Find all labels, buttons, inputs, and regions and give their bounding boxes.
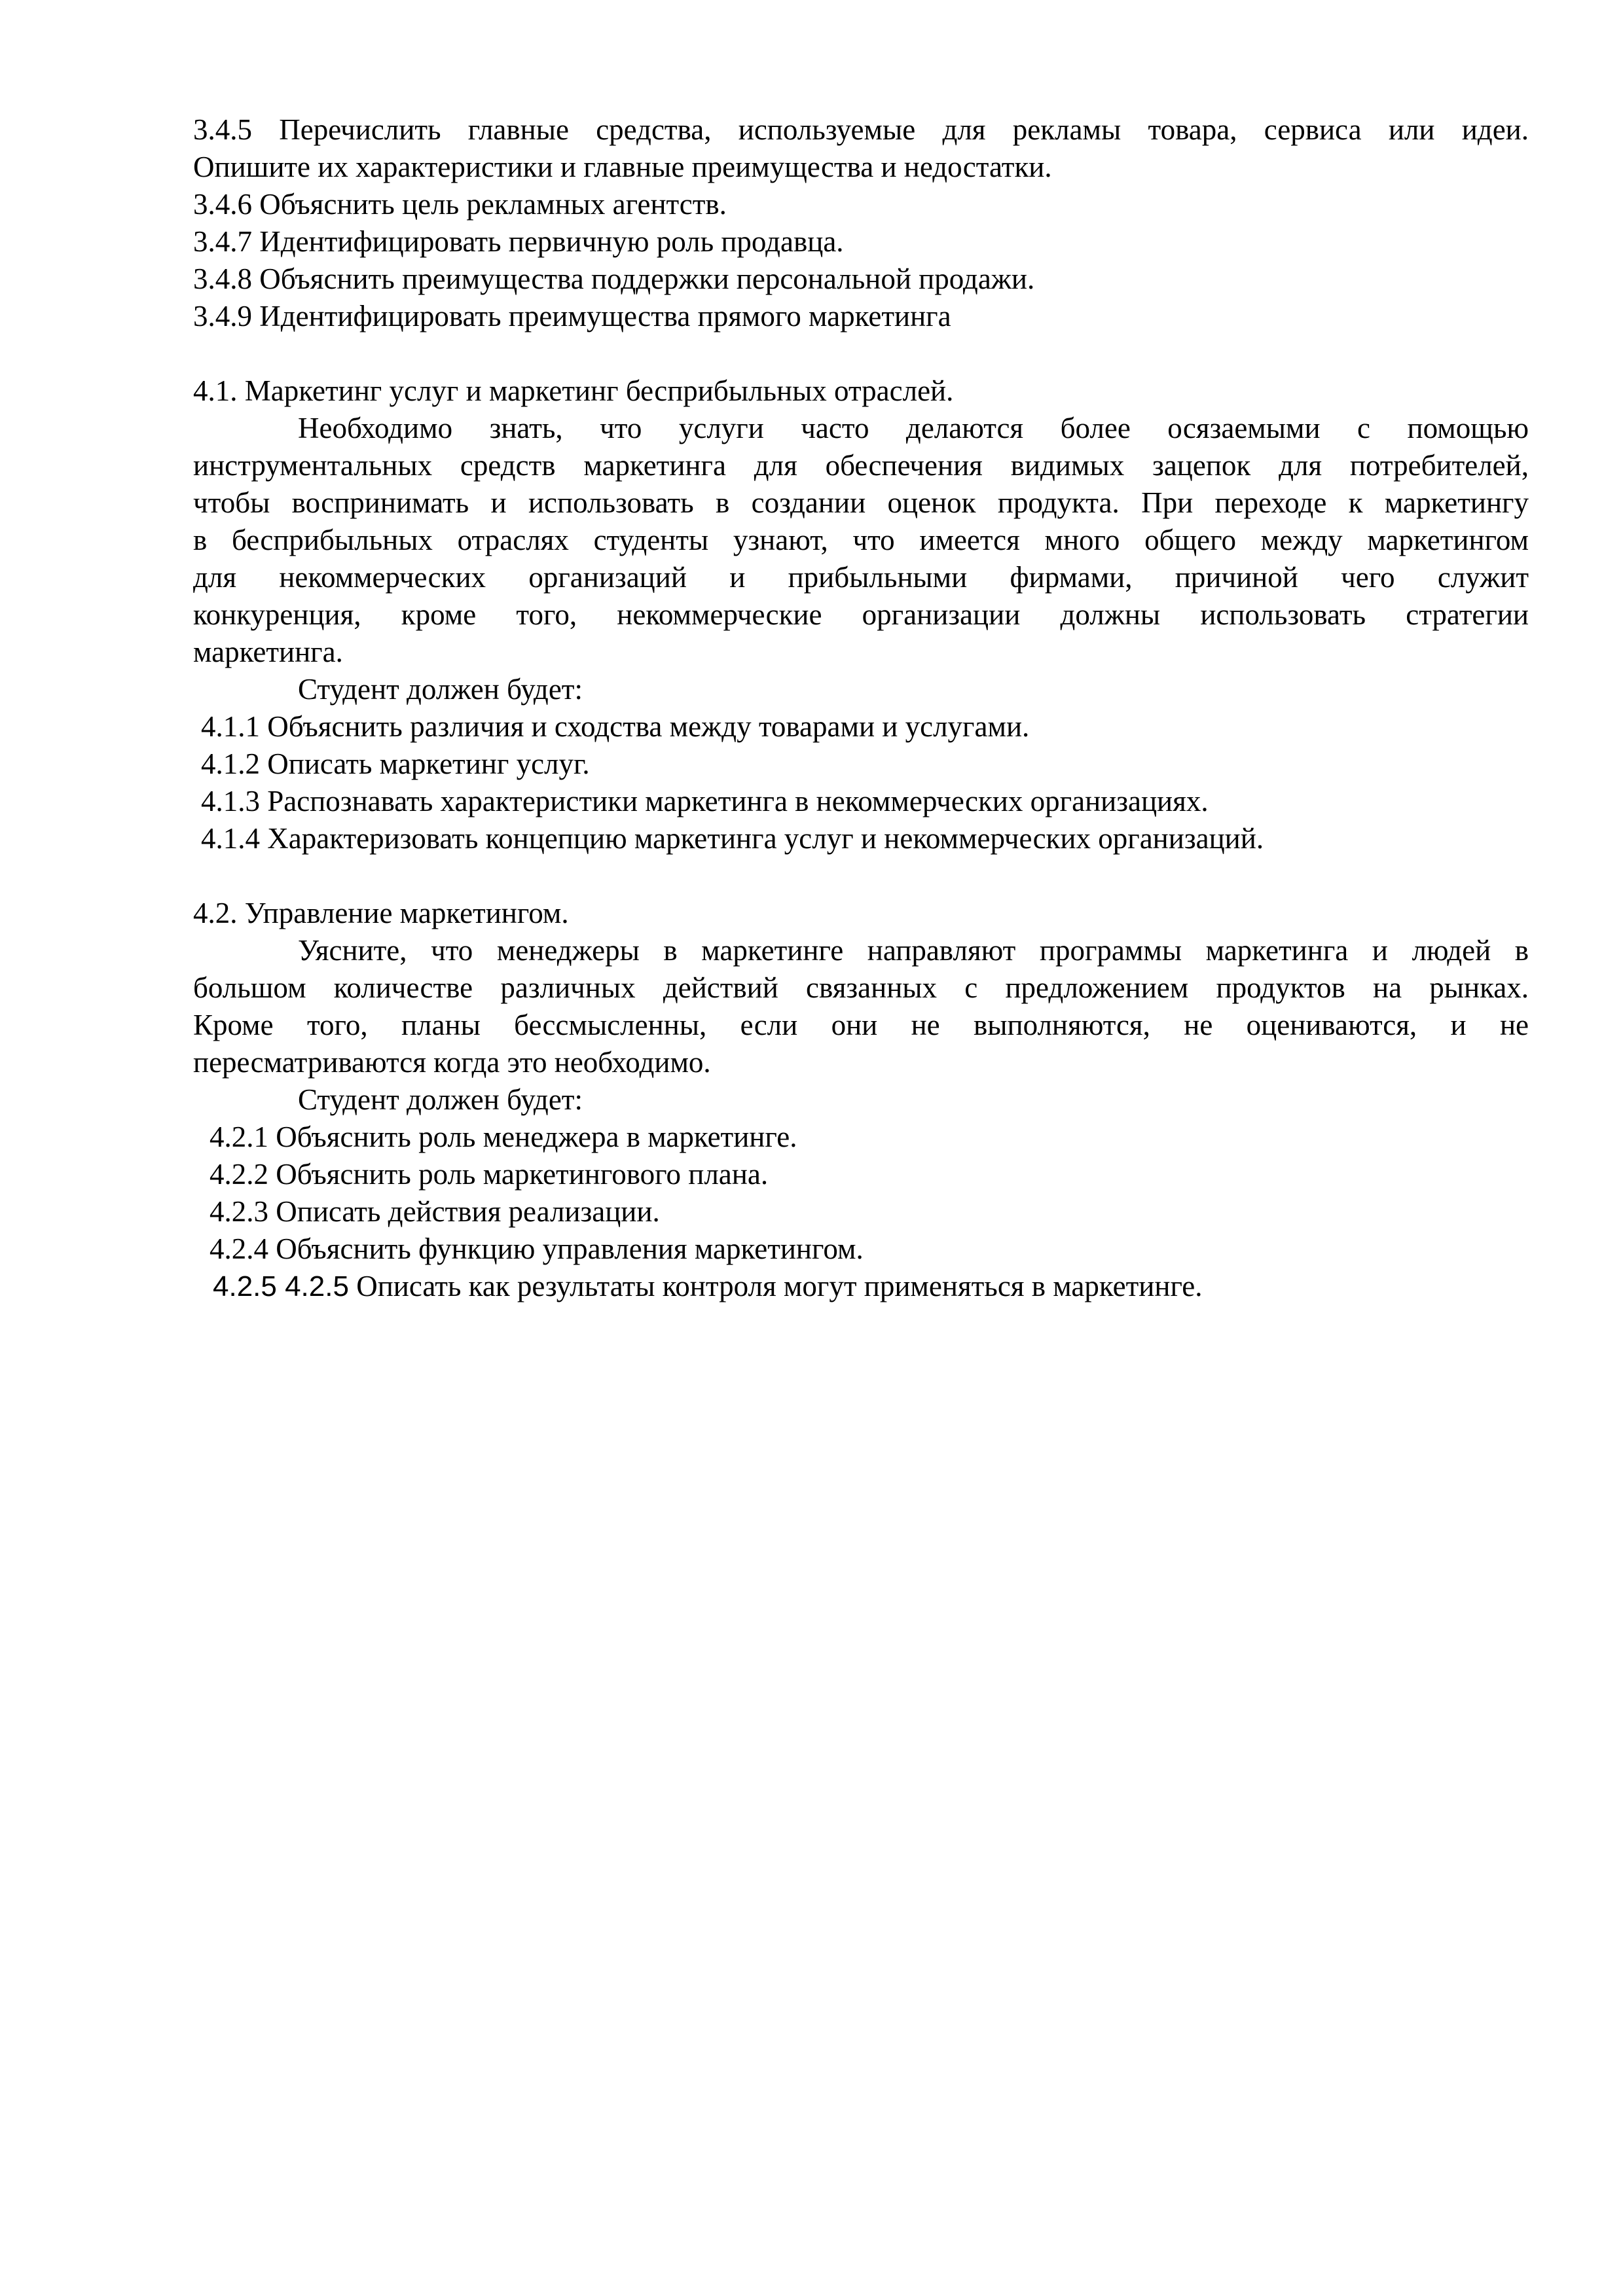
section-4-1-list (193, 708, 1529, 857)
list-item (193, 1268, 1529, 1305)
paragraph-line: конкуренция, кроме того, некоммерческие организации должны использовать стратегии (193, 598, 1529, 631)
paragraph-line: в бесприбыльных отраслях студенты узнают, что имеется много общего между маркетингом (193, 524, 1529, 556)
paragraph-line: чтобы воспринимать и использовать в создании оценок продукта. При переходе к маркетингу (193, 486, 1529, 519)
section-4-2 (193, 895, 1529, 1305)
paragraph-line: инструментальных средств маркетинга для обеспечения видимых зацепок для потребителей, (193, 449, 1529, 482)
paragraph-line: пересматриваются когда это необходимо. (193, 1046, 711, 1079)
section-4-1 (193, 372, 1529, 857)
section-4-2-list (193, 1119, 1529, 1305)
paragraph-line: большом количестве различных действий связанных с предложением продуктов на рынках. (193, 971, 1529, 1004)
student-label: Студент должен будет: (298, 673, 583, 706)
list-item-text: Описать как результаты контроля могут применяться в маркетинге. (348, 1270, 1203, 1302)
list-item-continuation: Опишите их характеристики и главные преимущества и недостатки. (193, 151, 1052, 183)
list-item: 4.1.3 Распознавать характеристики маркетинга в некоммерческих организациях. (201, 785, 1209, 817)
list-item: 4.2.3 Описать действия реализации. (210, 1195, 660, 1228)
spacer (193, 335, 1529, 372)
paragraph-line: маркетинга. (193, 636, 343, 668)
list-item-number: 4.2.5 4.2.5 (213, 1270, 349, 1302)
section-paragraph (193, 410, 1529, 671)
list-item: 4.1.1 Объяснить различия и сходства между товарами и услугами. (201, 710, 1030, 743)
section-paragraph (193, 932, 1529, 1081)
paragraph-line: Необходимо знать, что услуги часто делаются более осязаемыми с помощью (298, 412, 1529, 444)
document-page (193, 111, 1529, 1305)
list-item: 3.4.6 Объяснить цель рекламных агентств. (193, 188, 727, 221)
paragraph-line: для некоммерческих организаций и прибыльными фирмами, причиной чего служит (193, 561, 1529, 594)
student-label: Студент должен будет: (298, 1083, 583, 1116)
paragraph-line: Уясните, что менеджеры в маркетинге направляют программы маркетинга и людей в (298, 934, 1529, 967)
section-heading: 4.1. Маркетинг услуг и маркетинг бесприбыльных отраслей. (193, 374, 954, 407)
list-item: 4.1.2 Описать маркетинг услуг. (201, 747, 590, 780)
section-3-4-list (193, 111, 1529, 335)
list-item: 4.1.4 Характеризовать концепцию маркетинга услуг и некоммерческих организаций. (201, 822, 1264, 855)
paragraph-line: Кроме того, планы бессмысленны, если они не выполняются, не оцениваются, и не (193, 1009, 1529, 1041)
section-heading: 4.2. Управление маркетингом. (193, 897, 569, 929)
list-item: 4.2.4 Объяснить функцию управления маркетингом. (210, 1232, 864, 1265)
list-item: 4.2.1 Объяснить роль менеджера в маркетинге. (210, 1121, 797, 1153)
list-item: 3.4.9 Идентифицировать преимущества прямого маркетинга (193, 300, 951, 332)
list-item: 3.4.7 Идентифицировать первичную роль продавца. (193, 225, 844, 258)
list-item: 4.2.2 Объяснить роль маркетингового плана. (210, 1158, 769, 1191)
spacer (193, 857, 1529, 895)
list-item: 3.4.8 Объяснить преимущества поддержки персональной продажи. (193, 262, 1035, 295)
list-item: 3.4.5 Перечислить главные средства, используемые для рекламы товара, сервиса или идеи. (193, 113, 1529, 146)
